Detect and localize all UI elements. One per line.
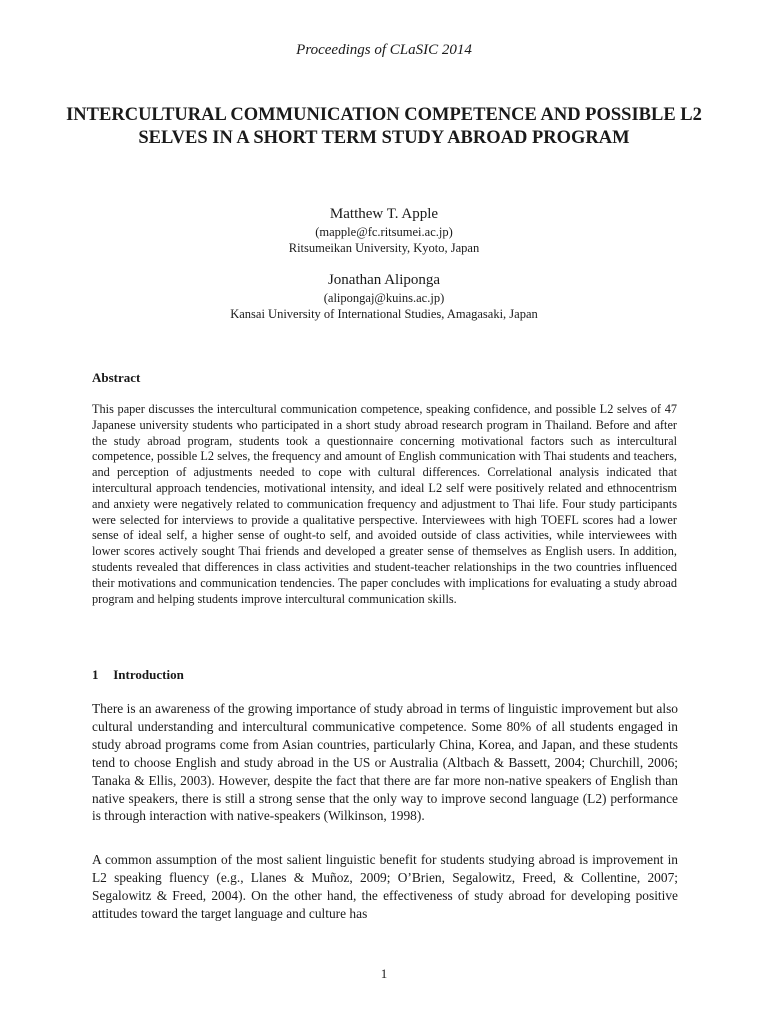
section-number: 1 <box>92 667 99 682</box>
abstract-text: This paper discusses the intercultural communication competence, speaking confidence, and possible L2 selves of 47 Japanese university students who participated in a short study abroad research program in Thailand. Before and after the study abroad program, students took a questionnaire concerning motivational factors such as intercultural competence, possible L2 selves, the frequency and amount of English communication with Thai students and teachers, and perception of adjustments needed to cope with cultural differences. Correlational analysis indicated that intercultural approach tendencies, motivational intensity, and ideal L2 self were positively related and ethnocentrism and anxiety were negatively related to communication frequency and adjustment to Thai life. Four study participants were selected for interviews to provide a qualitative perspective. Interviewees with high TOEFL scores had a lower sense of ideal self, a higher sense of ought-to self, and avoided outside of class activities, while interviewees with lower scores actively sought Thai friends and developed a greater sense of themselves as English users. In addition, students revealed that differences in class activities and student-teacher relationships in the two countries influenced their motivations and communication tendencies. The paper concludes with implications for evaluating a study abroad program and helping students improve intercultural communication skills. <box>92 402 677 606</box>
author-affiliation: Ritsumeikan University, Kyoto, Japan <box>288 241 480 255</box>
body-paragraph: There is an awareness of the growing importance of study abroad in terms of linguistic improvement but also cultural understanding and intercultural communicative competence. Some 80% of all students engaged in study abroad programs come from Asian countries, particularly China, Korea, and Japan, and these students tend to choose English and study abroad in the US or Australia (Altbach & Bassett, 2004; Churchill, 2006; Tanaka & Ellis, 2003). However, despite the fact that there are far more non-native speakers of English than native speakers, there is still a strong sense that the only way to improve second language (L2) performance is through interaction with native-speakers (Wilkinson, 1998). <box>92 701 678 824</box>
author-block <box>0 205 768 256</box>
body-paragraph: A common assumption of the most salient linguistic benefit for students studying abroad is improvement in L2 speaking fluency (e.g., Llanes & Muñoz, 2009; O’Brien, Segalowitz, Freed, & Collentine, 2007; Segalowitz & Freed, 2004). On the other hand, the effectiveness of study abroad for developing positive attitudes toward the target language and culture has <box>92 852 678 921</box>
author-name: Matthew T. Apple <box>329 206 439 222</box>
author-name: Jonathan Aliponga <box>327 272 441 288</box>
abstract-heading: Abstract <box>92 370 141 385</box>
section-heading <box>92 667 184 683</box>
author-email: (mapple@fc.ritsumei.ac.jp) <box>315 225 453 239</box>
running-header: Proceedings of CLaSIC 2014 <box>296 42 472 58</box>
author-affiliation: Kansai University of International Studies, Amagasaki, Japan <box>230 307 538 321</box>
section-title: Introduction <box>113 667 184 682</box>
page-number: 1 <box>380 966 388 981</box>
author-email: (alipongaj@kuins.ac.jp) <box>323 291 445 305</box>
author-block <box>0 271 768 322</box>
paper-title: INTERCULTURAL COMMUNICATION COMPETENCE AND POSSIBLE L2 SELVES IN A SHORT TERM STUDY ABROAD PROGRAM <box>66 105 702 148</box>
